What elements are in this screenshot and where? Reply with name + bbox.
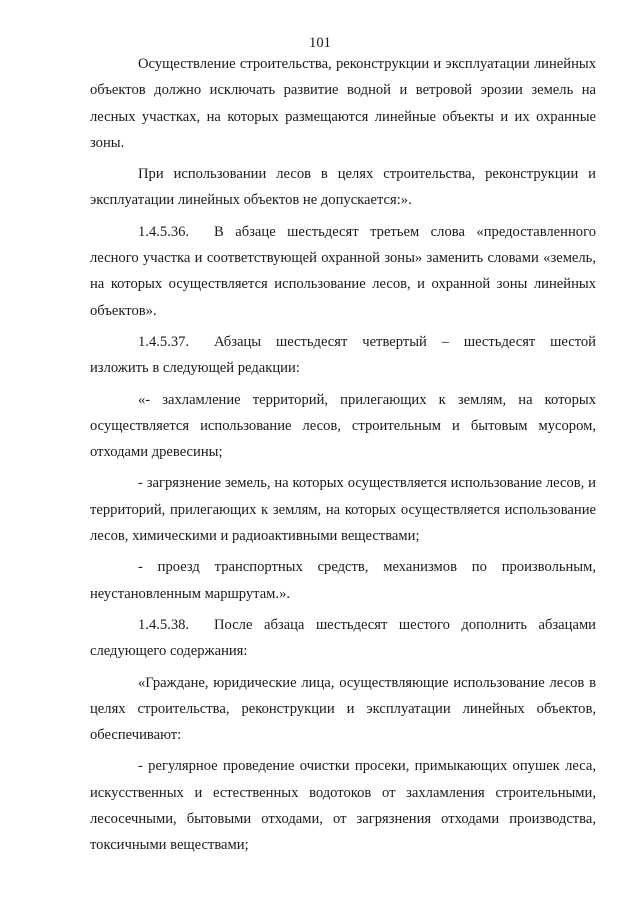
paragraph-text: В абзаце шестьдесят третьем слова «предоставленного лесного участка и соответствующей охранной зоны» заменить словами «земель, на которых осуществляется использование лесов, и охранной зоны линейных объектов». <box>90 223 596 319</box>
clause-number: 1.4.5.37. <box>138 333 190 350</box>
numbered-paragraph <box>90 612 596 665</box>
paragraph <box>90 51 596 156</box>
paragraph <box>90 554 596 607</box>
paragraph-text: После абзаца шестьдесят шестого дополнить абзацами следующего содержания: <box>90 616 596 660</box>
paragraph <box>90 387 596 466</box>
paragraph <box>90 753 596 858</box>
paragraph <box>90 470 596 549</box>
numbered-paragraph <box>90 219 596 324</box>
paragraph-text: При использовании лесов в целях строительства, реконструкции и эксплуатации линейных объектов не допускается:». <box>90 166 596 209</box>
page-number: 101 <box>309 35 331 51</box>
clause-number: 1.4.5.38. <box>138 616 190 633</box>
paragraph <box>90 161 596 214</box>
paragraph-text: - загрязнение земель, на которых осуществляется использование лесов, и территорий, прилегающих к землям, на которых осуществляется использование лесов, химическими и радиоактивными веществами; <box>90 475 596 545</box>
paragraph-text: «- захламление территорий, прилегающих к землям, на которых осуществляется использование лесов, строительным и бытовым мусором, отходами древесины; <box>90 391 596 461</box>
numbered-paragraph <box>90 329 596 382</box>
paragraph <box>90 670 596 749</box>
paragraph-text: «Граждане, юридические лица, осуществляющие использование лесов в целях строительства, реконструкции и эксплуатации линейных объектов, обеспечивают: <box>90 674 596 744</box>
paragraph-text: Абзацы шестьдесят четвертый – шестьдесят шестой изложить в следующей редакции: <box>90 333 596 377</box>
paragraph-text: - регулярное проведение очистки просеки, примыкающих опушек леса, искусственных и естественных водотоков от захламления строительными, лесосечными, бытовыми отходами, от загрязнения отходами производства, токсичными веществами; <box>90 758 596 854</box>
document-body <box>90 51 596 864</box>
paragraph-text: Осуществление строительства, реконструкции и эксплуатации линейных объектов должно исключать развитие водной и ветровой эрозии земель на лесных участках, на которых размещаются линейные объекты и их охранные зоны. <box>90 56 596 151</box>
paragraph-text: - проезд транспортных средств, механизмов по произвольным, неустановленным маршрутам.». <box>90 559 596 602</box>
clause-number: 1.4.5.36. <box>138 223 190 240</box>
